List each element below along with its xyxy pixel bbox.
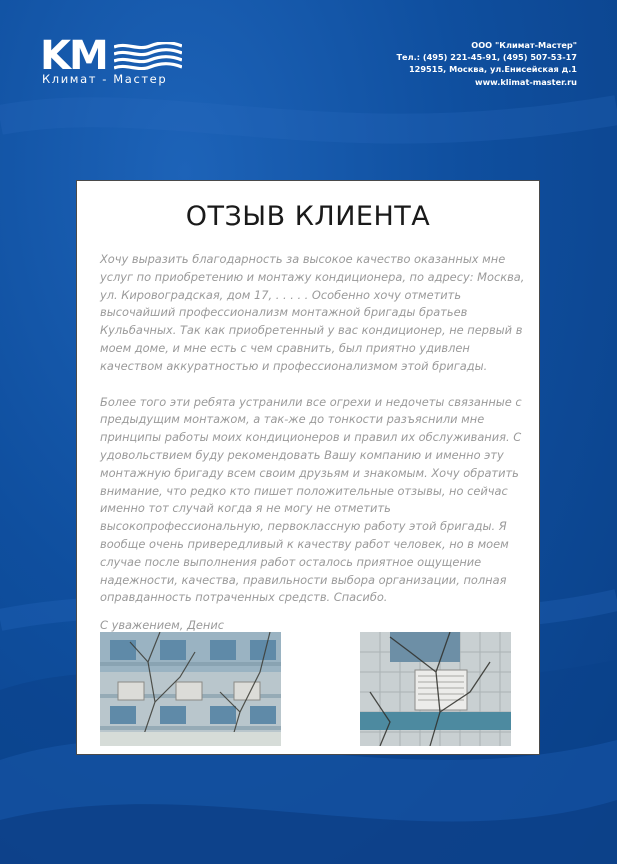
building-photo-right [360,632,511,746]
review-body [100,251,526,635]
review-card [76,180,540,755]
website-link[interactable]: www.klimat-master.ru [475,76,577,87]
review-signature: С уважением, Денис [100,618,224,633]
company-logo[interactable] [40,33,190,92]
review-paragraph: Более того эти ребята устранили все огрехи и недочеты связанные с предыдущим монтажом, а так-же до тонкости разъяснили мне принципы работы моих кондиционеров и правил их обслуживания. С удовольствием буду рекомендовать Вашу компанию и именно эту монтажную бригаду всем своим друзьям и знакомым. Хочу обратить внимание, что редко кто пишет положительные отзывы, но сейчас именно тот случай когда я не могу не отметить высокопрофессиональную, первоклассную работу этой бригады. Я вообще очень привередливый к качеству работ человек, но в моем случае после выполнения работ осталось приятное ощущение надежности, качества, правильности выбора организации, полная оправданность потраченных средств. Спасибо. [100,394,522,605]
logo-letters: KM [40,33,107,79]
review-paragraph: Хочу выразить благодарность за высокое качество оказанных мне услуг по приобретению и монтажу кондиционера, по адресу: Москва, ул. Кировоградская, дом 17, . . . . . Особенно хочу отметить высочайший профессионализм монтажной бригады братьев Кульбачных. Так как приобретенный у вас кондиционер, не первый в моем доме, и мне есть с чем сравнить, был приятно удивлен качеством аккуратностью и профессионализмом этой бригады. [100,252,525,373]
logo-subtitle: Климат - Мастер [42,72,168,86]
company-name: ООО "Климат-Мастер" [471,40,577,50]
address: 129515, Москва, ул.Енисейская д.1 [408,64,577,75]
logo-waves-icon [114,42,182,70]
review-title: ОТЗЫВ КЛИЕНТА [185,201,431,232]
phone-numbers: Тел.: (495) 221-45-91, (495) 507-53-17 [396,52,577,63]
contact-block [396,39,577,88]
building-photo-left [100,632,281,746]
